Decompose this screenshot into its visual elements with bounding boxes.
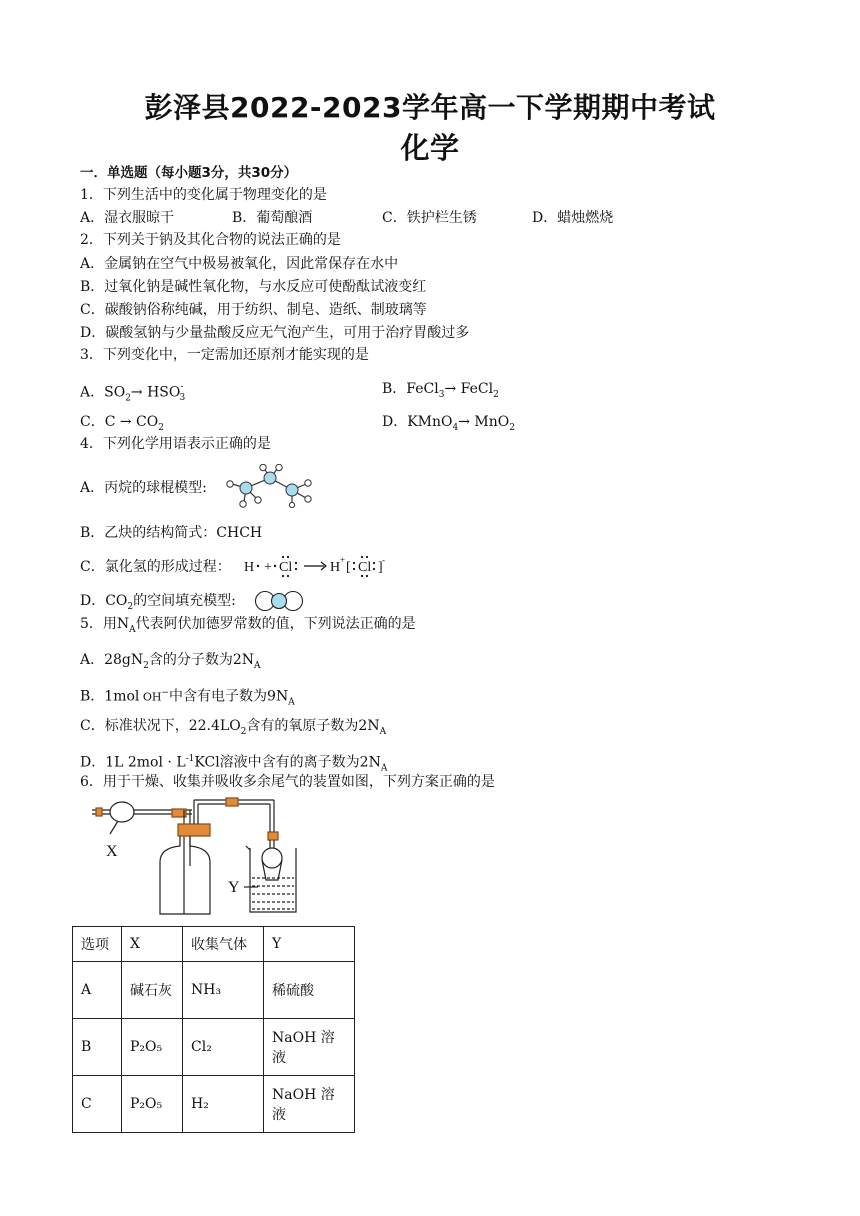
table-header-cell: 收集气体 <box>183 927 264 962</box>
q4-option-b: B．乙炔的结构简式：CHCH <box>80 525 263 541</box>
svg-text:H: H <box>244 560 255 575</box>
table-cell: H₂ <box>183 1076 264 1133</box>
table-cell: P₂O₅ <box>122 1019 183 1076</box>
svg-text:Cl: Cl <box>358 560 372 575</box>
table-cell: A <box>73 962 122 1019</box>
table-header-cell: 选项 <box>73 927 122 962</box>
q1-stem: 1．下列生活中的变化属于物理变化的是 <box>80 187 327 203</box>
q2-option-a: A．金属钠在空气中极易被氧化，因此常保存在水中 <box>80 256 399 272</box>
q3-stem: 3．下列变化中，一定需加还原剂才能实现的是 <box>80 347 369 363</box>
table-cell: B <box>73 1019 122 1076</box>
q5-option-d: D．1L $2mol \cdot L^{-1}KCl$溶液中含有的离子数为$2N_A$ <box>80 754 388 774</box>
svg-text:+: + <box>340 555 346 565</box>
svg-text:Cl: Cl <box>279 560 293 575</box>
q3-option-c: C．$C \to CO_2$ <box>80 414 164 433</box>
label-y: Y <box>228 879 240 896</box>
q5-option-b: B．1mol OH−中含有电子数为$9N_A$ <box>80 688 295 708</box>
table-header-cell: X <box>122 927 183 962</box>
table-row <box>73 1076 355 1133</box>
svg-text:[: [ <box>346 560 351 575</box>
q1-option-d: D．蜡烛燃烧 <box>532 210 614 226</box>
q3-option-d: D．KMnO$_4$→ MnO$_2$ <box>382 414 515 433</box>
svg-text:]: ] <box>378 560 383 575</box>
table-row <box>73 962 355 1019</box>
co2-space-filling-model-icon <box>254 590 304 612</box>
exam-title: 彭泽县2022-2023学年高一下学期期中考试 <box>144 91 716 124</box>
hcl-formation-icon <box>242 553 392 579</box>
label-x: X <box>106 843 118 860</box>
table-header-cell: Y <box>264 927 355 962</box>
q3-option-b: B．FeCl$_3$→ FeCl$_2$ <box>382 381 499 400</box>
table-header-row <box>73 927 355 962</box>
q1-option-b: B．葡萄酿酒 <box>232 210 313 226</box>
q2-stem: 2．下列关于钠及其化合物的说法正确的是 <box>80 232 341 248</box>
table-cell: NaOH 溶液 <box>264 1076 355 1133</box>
section-heading: 一．单选题（每小题3分，共30分） <box>80 165 298 181</box>
q5-stem: 5．用$N_A$代表阿伏加德罗常数的值，下列说法正确的是 <box>80 616 416 635</box>
q1-option-a: A．湿衣服晾干 <box>80 210 175 226</box>
svg-text:+: + <box>264 560 272 575</box>
q5-option-a: A．$28gN_2$含的分子数为$2N_A$ <box>80 652 261 671</box>
q2-option-c: C．碳酸钠俗称纯碱，用于纺织、制皂、造纸、制玻璃等 <box>80 302 427 318</box>
q4-option-d: D．$CO_2$的空间填充模型: <box>80 593 236 612</box>
q4-option-a: A．丙烷的球棍模型: <box>80 480 207 496</box>
exam-subject: 化学 <box>400 131 460 165</box>
q4-stem: 4．下列化学用语表示正确的是 <box>80 436 271 452</box>
q4-option-c: C．氯化氢的形成过程： <box>80 559 231 575</box>
table-cell: C <box>73 1076 122 1133</box>
q5-option-c: C．标准状况下，$22.4LO_2$含有的氧原子数为$2N_A$ <box>80 718 387 737</box>
propane-ball-stick-model-icon <box>222 464 318 508</box>
table-cell: 碱石灰 <box>122 962 183 1019</box>
q2-option-b: B．过氧化钠是碱性氧化物，与水反应可使酚酞试液变红 <box>80 279 427 295</box>
svg-text:H: H <box>330 560 341 575</box>
q2-option-d: D．碳酸氢钠与少量盐酸反应无气泡产生，可用于治疗胃酸过多 <box>80 325 470 341</box>
table-cell: P₂O₅ <box>122 1076 183 1133</box>
q1-option-c: C．铁护栏生锈 <box>382 210 477 226</box>
q6-answer-table <box>72 926 355 1133</box>
table-cell: Cl₂ <box>183 1019 264 1076</box>
gas-apparatus-diagram <box>88 796 358 918</box>
table-cell: 稀硫酸 <box>264 962 355 1019</box>
table-cell: NH₃ <box>183 962 264 1019</box>
table-row <box>73 1019 355 1076</box>
table-cell: NaOH 溶液 <box>264 1019 355 1076</box>
q6-stem: 6．用于干燥、收集并吸收多余尾气的装置如图，下列方案正确的是 <box>80 774 495 790</box>
svg-text:-: - <box>382 555 385 565</box>
q3-option-a: A．$SO_2\to HSO^-_3$ <box>80 382 186 404</box>
